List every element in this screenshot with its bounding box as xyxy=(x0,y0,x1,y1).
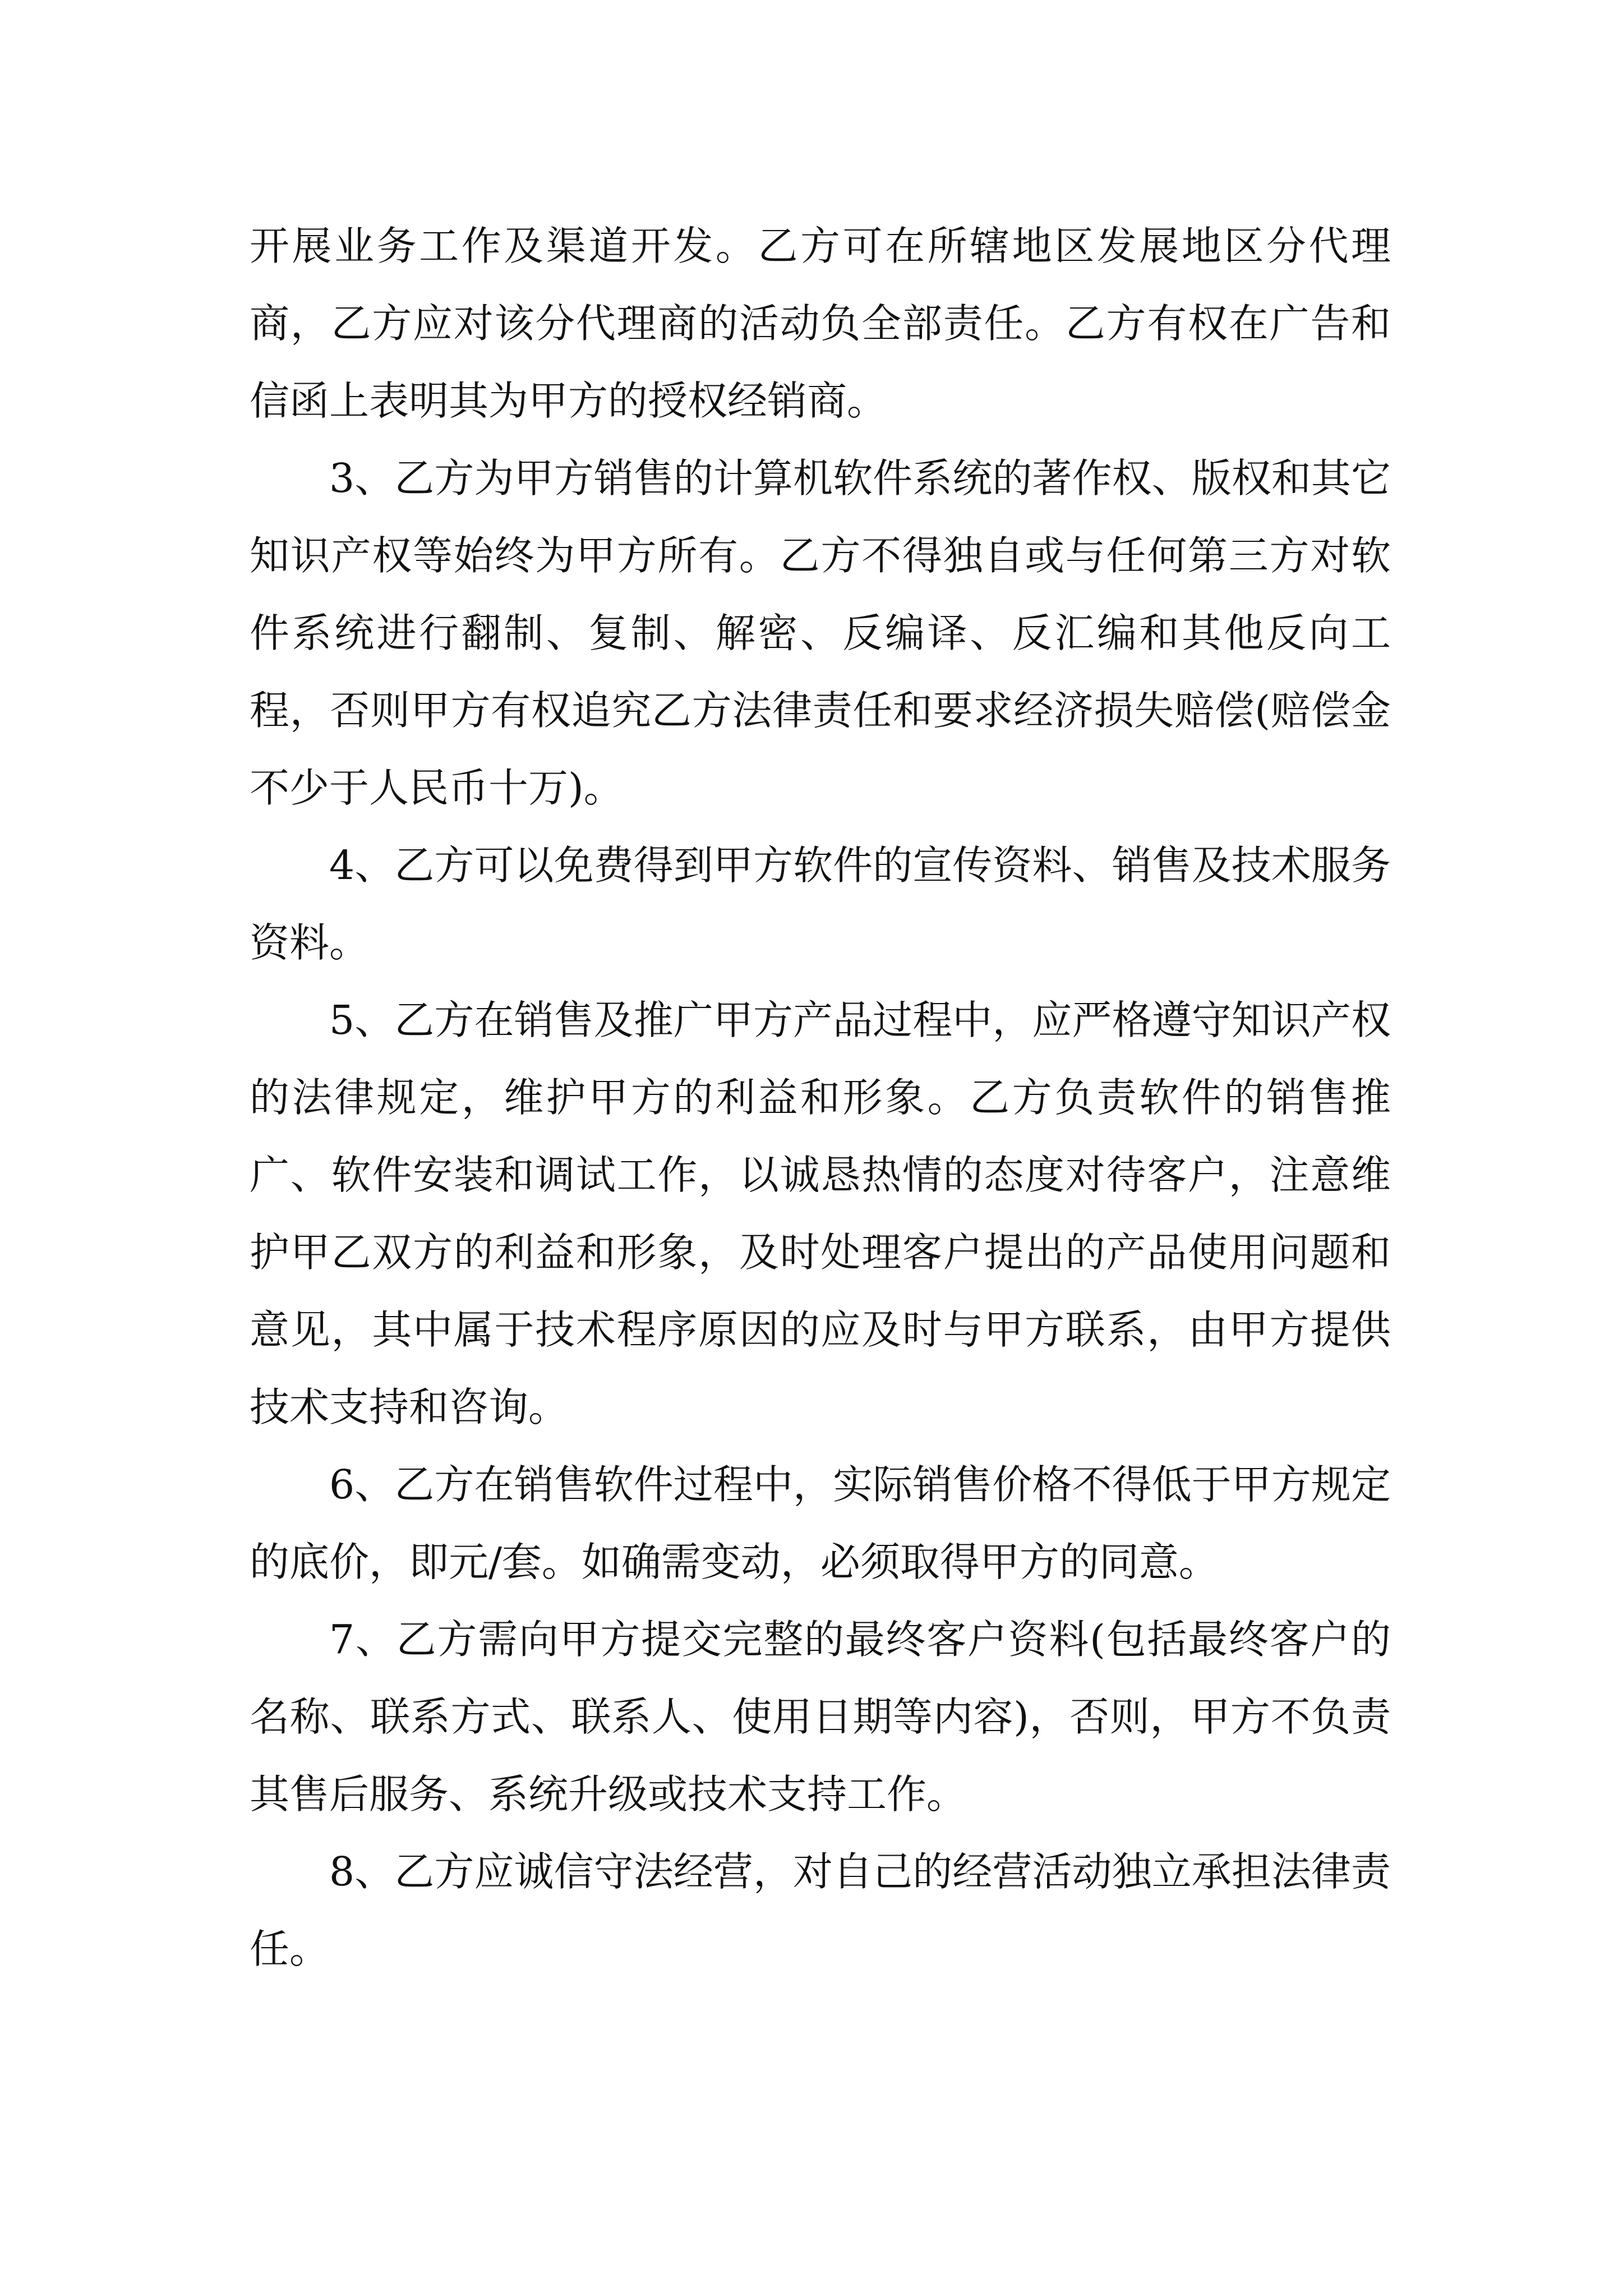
paragraph-continuation: 开展业务工作及渠道开发。乙方可在所辖地区发展地区分代理商，乙方应对该分代理商的活动负全部责任。乙方有权在广告和信函上表明其为甲方的授权经销商。 xyxy=(250,223,1391,424)
paragraph-clause-8: 8、乙方应诚信守法经营，对自己的经营活动独立承担法律责任。 xyxy=(250,1848,1391,1972)
paragraph-clause-5: 5、乙方在销售及推广甲方产品过程中，应严格遵守知识产权的法律规定，维护甲方的利益和形象。乙方负责软件的销售推广、软件安装和调试工作，以诚恳热情的态度对待客户，注意维护甲乙双方的利益和形象，及时处理客户提出的产品使用问题和意见，其中属于技术程序原因的应及时与甲方联系，由甲方提供技术支持和咨询。 xyxy=(250,997,1391,1430)
paragraph-clause-4: 4、乙方可以免费得到甲方软件的宣传资料、销售及技术服务资料。 xyxy=(250,842,1391,966)
paragraph-clause-3: 3、乙方为甲方销售的计算机软件系统的著作权、版权和其它知识产权等始终为甲方所有。乙方不得独自或与任何第三方对软件系统进行翻制、复制、解密、反编译、反汇编和其他反向工程，否则甲方有权追究乙方法律责任和要求经济损失赔偿(赔偿金不少于人民币十万)。 xyxy=(250,455,1391,811)
document-page xyxy=(250,208,1391,1988)
paragraph-clause-7: 7、乙方需向甲方提交完整的最终客户资料(包括最终客户的名称、联系方式、联系人、使用日期等内容)，否则，甲方不负责其售后服务、系统升级或技术支持工作。 xyxy=(250,1616,1391,1818)
paragraph-clause-6: 6、乙方在销售软件过程中，实际销售价格不得低于甲方规定的底价，即元/套。如确需变动，必须取得甲方的同意。 xyxy=(250,1461,1391,1585)
